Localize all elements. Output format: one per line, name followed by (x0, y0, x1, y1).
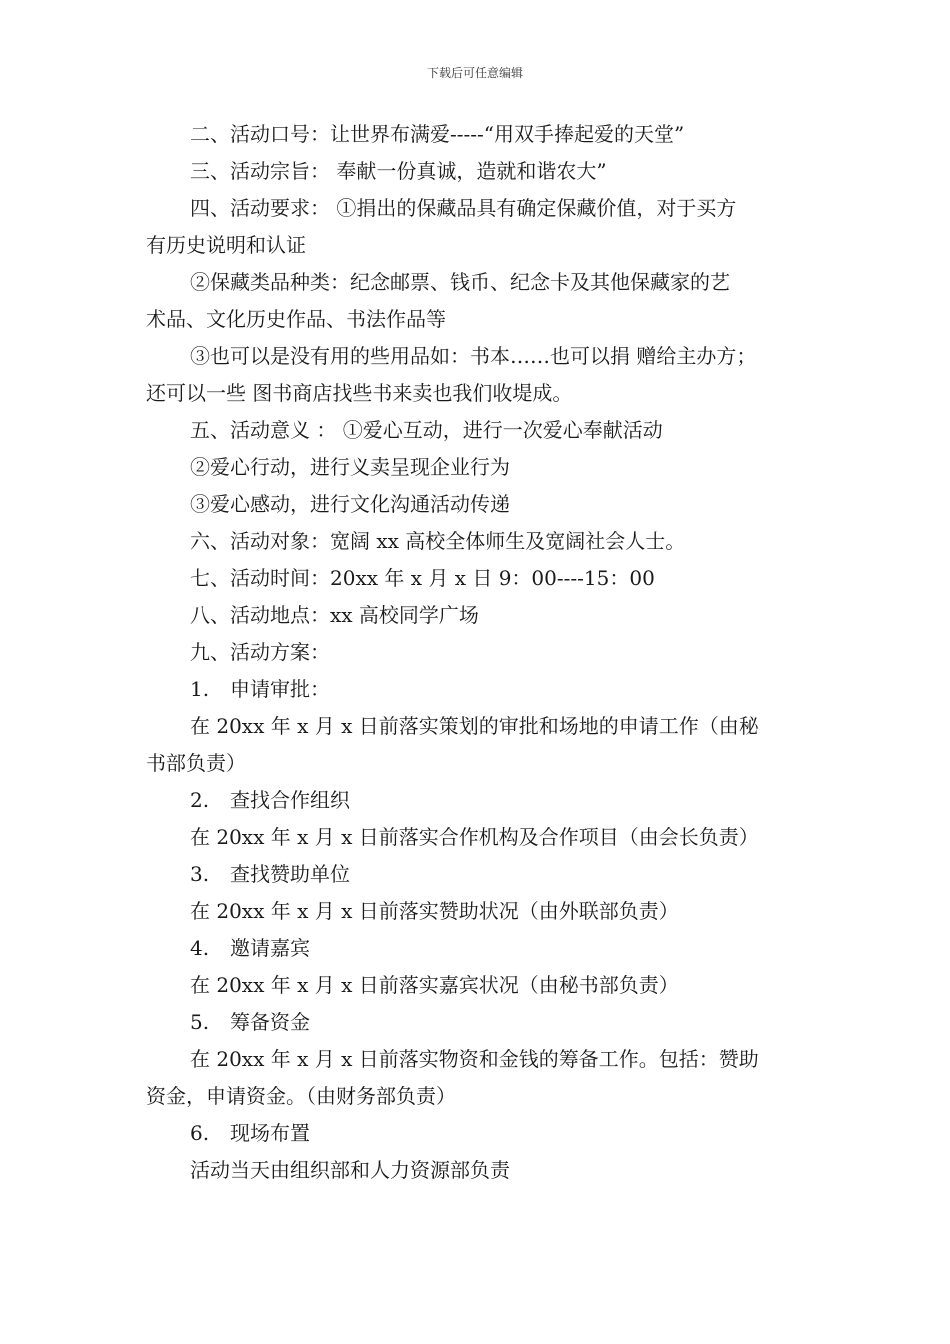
document-body (146, 116, 818, 1189)
plan-item-title: 现场布置 (230, 1121, 310, 1145)
collection-types-line-cont: 术品、文化历史作品、书法作品等 (146, 307, 446, 331)
plan-item-5 (146, 1004, 818, 1041)
plan-item-3 (146, 856, 818, 893)
collection-types-line: ②保藏类品种类：纪念邮票、钱币、纪念卡及其他保藏家的艺 (190, 270, 730, 294)
requirements-line-cont: 有历史说明和认证 (146, 233, 306, 257)
plan-item-2-detail: 在 20xx 年 x 月 x 日前落实合作机构及合作项目（由会长负责） (190, 825, 759, 849)
plan-item-5-detail-cont: 资金，申请资金。（由财务部负责） (146, 1084, 456, 1108)
other-items-line-cont: 还可以一些 图书商店找些书来卖也我们收堤成。 (146, 381, 573, 405)
plan-item-1 (146, 671, 818, 708)
plan-item-2 (146, 782, 818, 819)
plan-item-number: 1. (190, 677, 210, 701)
purpose-line: 三、活动宗旨： 奉献一份真诚，造就和谐农大” (190, 159, 607, 183)
plan-item-title: 筹备资金 (230, 1010, 310, 1034)
page-header: 下载后可任意编辑 (426, 66, 523, 80)
slogan-line: 二、活动口号：让世界布满爱-----“用双手捧起爱的天堂” (190, 122, 685, 146)
plan-heading: 九、活动方案： (190, 640, 330, 664)
plan-item-title: 申请审批： (230, 677, 330, 701)
plan-item-number: 4. (190, 936, 210, 960)
plan-item-4 (146, 930, 818, 967)
plan-item-3-detail: 在 20xx 年 x 月 x 日前落实赞助状况（由外联部负责） (190, 899, 679, 923)
time-line: 七、活动时间：20xx 年 x 月 x 日 9：00----15：00 (190, 566, 655, 590)
plan-item-5-detail: 在 20xx 年 x 月 x 日前落实物资和金钱的筹备工作。包括：赞助 (190, 1047, 759, 1071)
plan-item-number: 5. (190, 1010, 210, 1034)
plan-item-1-detail-cont: 书部负责） (146, 751, 246, 775)
plan-item-number: 2. (190, 788, 210, 812)
plan-item-title: 查找赞助单位 (230, 862, 350, 886)
plan-item-1-detail: 在 20xx 年 x 月 x 日前落实策划的审批和场地的申请工作（由秘 (190, 714, 759, 738)
significance-item-2: ②爱心行动，进行义卖呈现企业行为 (190, 455, 510, 479)
audience-line: 六、活动对象：宽阔 xx 高校全体师生及宽阔社会人士。 (190, 529, 686, 553)
plan-item-number: 3. (190, 862, 210, 886)
plan-item-6-detail: 活动当天由组织部和人力资源部负责 (190, 1158, 510, 1182)
location-line: 八、活动地点：xx 高校同学广场 (190, 603, 479, 627)
plan-item-6 (146, 1115, 818, 1152)
plan-item-title: 查找合作组织 (230, 788, 350, 812)
plan-item-title: 邀请嘉宾 (230, 936, 310, 960)
significance-line: 五、活动意义 ： ①爱心互动，进行一次爱心奉献活动 (190, 418, 663, 442)
requirements-line: 四、活动要求： ①捐出的保藏品具有确定保藏价值，对于买方 (190, 196, 737, 220)
other-items-line: ③也可以是没有用的些用品如：书本……也可以捐 赠给主办方； (190, 344, 757, 368)
plan-item-4-detail: 在 20xx 年 x 月 x 日前落实嘉宾状况（由秘书部负责） (190, 973, 679, 997)
plan-item-number: 6. (190, 1121, 210, 1145)
significance-item-3: ③爱心感动，进行文化沟通活动传递 (190, 492, 510, 516)
